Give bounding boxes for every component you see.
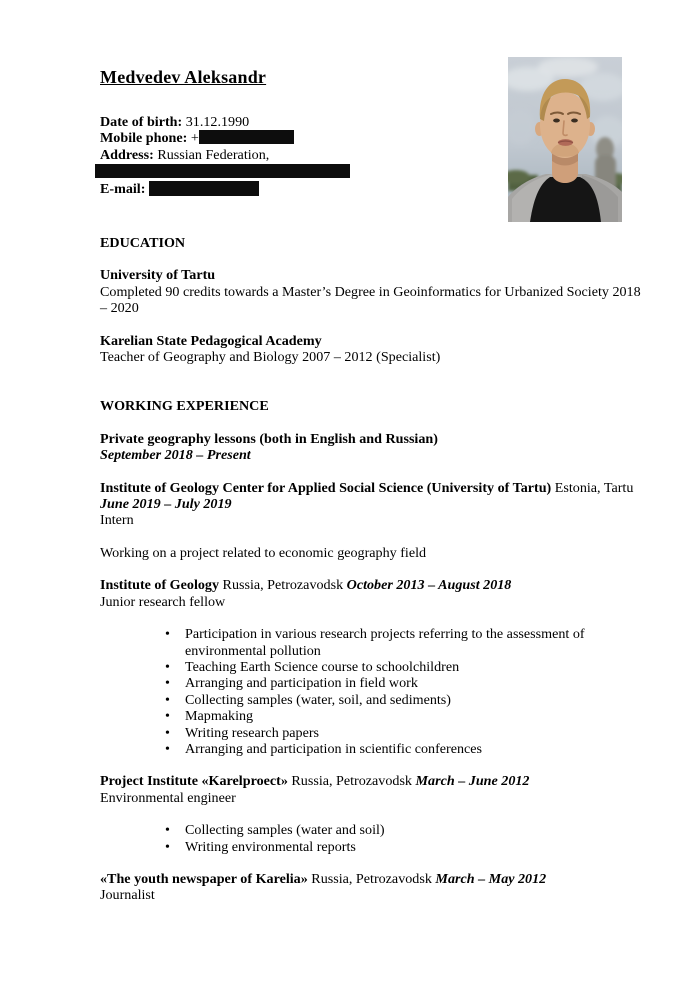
list-item: • Arranging and participation in field work <box>100 675 650 691</box>
experience-entry-karelproect <box>100 773 650 806</box>
job-title: Institute of Geology <box>100 577 220 594</box>
list-item: • Teaching Earth Science course to schoolchildren <box>100 659 650 675</box>
job-period: September 2018 – Present <box>100 447 251 464</box>
phone-label: Mobile phone: <box>100 130 188 147</box>
job-role: Intern <box>100 512 134 529</box>
job-title-line <box>100 871 650 887</box>
job-title-line <box>100 577 650 593</box>
list-item: • Writing research papers <box>100 725 650 741</box>
education-detail: Completed 90 credits towards a Master’s Degree in Geoinformatics for Urbanized Society 2018 – 2020 <box>100 283 641 317</box>
duties-list-institute-of-geology <box>100 626 650 757</box>
education-detail: Teacher of Geography and Biology 2007 – 2012 (Specialist) <box>100 349 441 366</box>
job-period: June 2019 – July 2019 <box>100 496 232 513</box>
address-value: Russian Federation, <box>157 146 270 163</box>
job-title-line <box>100 480 650 496</box>
job-title: Private geography lessons (both in English and Russian) <box>100 430 438 447</box>
job-period: March – May 2012 <box>435 870 547 887</box>
dob-label: Date of birth: <box>100 114 183 130</box>
list-item: • Mapmaking <box>100 708 650 724</box>
education-heading: EDUCATION <box>100 235 186 252</box>
redacted-address-value <box>95 164 350 178</box>
job-role: Environmental engineer <box>100 789 236 806</box>
phone-prefix: + <box>190 130 199 147</box>
list-item: • Arranging and participation in scientific conferences <box>100 741 650 757</box>
job-location: Russia, Petrozavodsk <box>311 870 432 887</box>
address-label: Address: <box>100 146 154 163</box>
list-item: • Participation in various research projects referring to the assessment of environmental pollution <box>100 626 650 659</box>
redacted-email-value <box>149 181 259 196</box>
redacted-phone-value <box>199 130 294 144</box>
profile-photo <box>508 57 622 222</box>
job-period: March – June 2012 <box>415 773 530 790</box>
list-item: • Writing environmental reports <box>100 839 650 855</box>
job-role: Junior research fellow <box>100 593 226 610</box>
email-label: E-mail: <box>100 180 146 197</box>
experience-entry-private-lessons <box>100 431 650 464</box>
experience-heading: WORKING EXPERIENCE <box>100 398 269 415</box>
education-entry-tartu <box>100 267 650 316</box>
job-location: Russia, Petrozavodsk <box>291 773 412 790</box>
institution-name: University of Tartu <box>100 267 216 284</box>
experience-entry-institute-of-geology <box>100 577 650 610</box>
duties-list-karelproect <box>100 822 650 855</box>
page-title: Medvedev Aleksandr <box>100 67 267 87</box>
experience-entry-geology-center <box>100 480 650 529</box>
job-role: Journalist <box>100 887 155 904</box>
job-title: Institute of Geology Center for Applied Social Science (University of Tartu) <box>100 479 552 496</box>
list-item: • Collecting samples (water and soil) <box>100 822 650 838</box>
job-description: Working on a project related to economic geography field <box>100 544 427 561</box>
job-location: Russia, Petrozavodsk <box>222 577 344 594</box>
job-period: October 2013 – August 2018 <box>346 577 512 594</box>
dob-value: 31.12.1990 <box>185 114 250 130</box>
job-location: Estonia, Tartu <box>554 479 634 496</box>
experience-entry-youth-newspaper <box>100 871 650 904</box>
job-title: Project Institute «Karelproect» <box>100 773 288 790</box>
list-item: • Collecting samples (water, soil, and sediments) <box>100 692 650 708</box>
job-title-line <box>100 773 650 789</box>
education-entry-karelian <box>100 333 650 366</box>
institution-name: Karelian State Pedagogical Academy <box>100 332 322 349</box>
job-title: «The youth newspaper of Karelia» <box>100 870 308 887</box>
